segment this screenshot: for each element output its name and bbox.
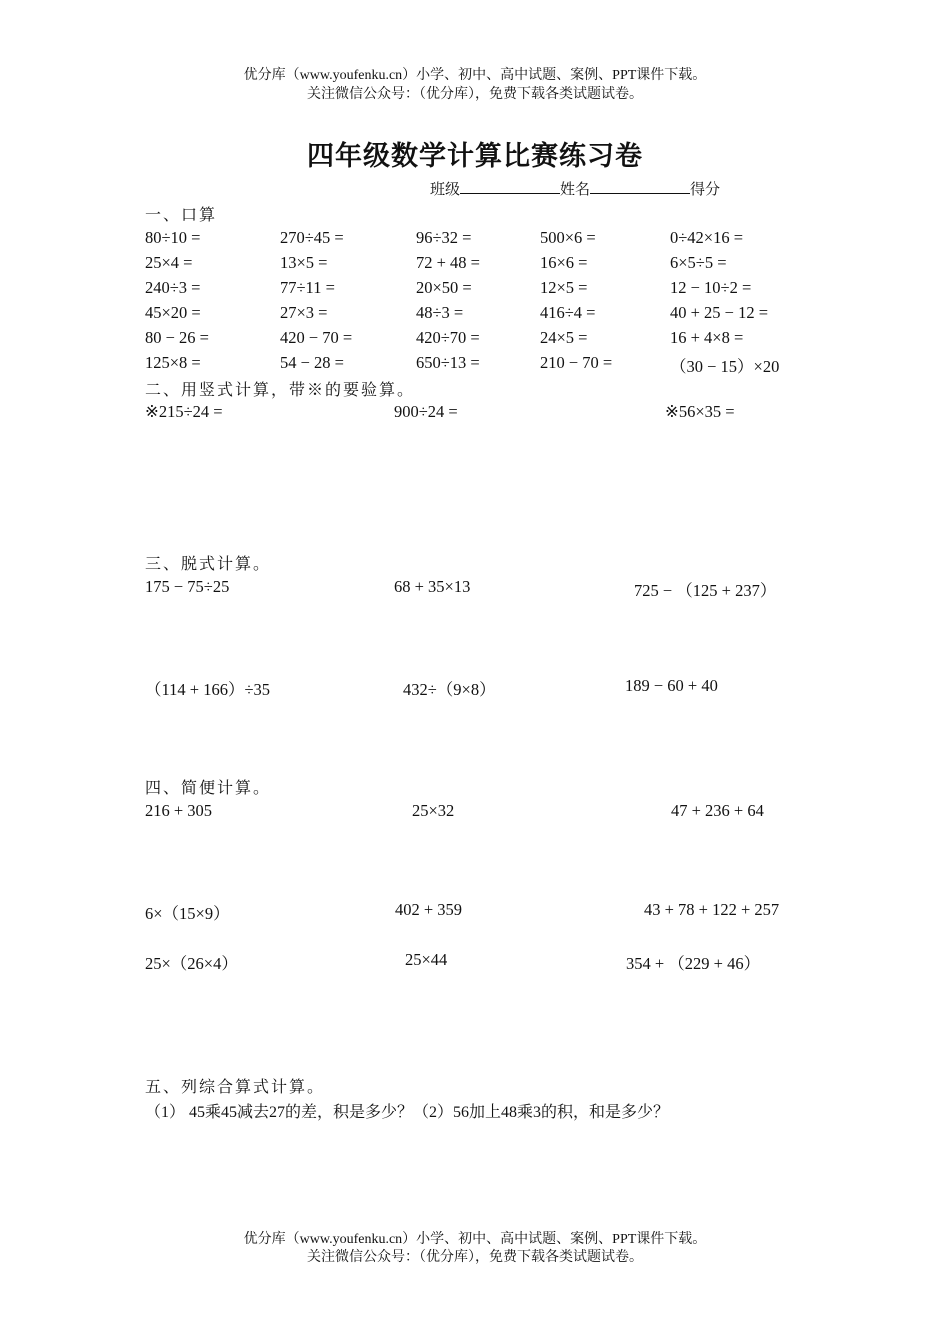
page-title: 四年级数学计算比赛练习卷	[307, 141, 643, 172]
oral-item: 54 − 28 =	[280, 353, 344, 372]
student-info-line	[430, 178, 720, 199]
step-calc-item: 432÷（9×8）	[403, 680, 496, 699]
oral-item: 40 + 25 − 12 =	[670, 303, 769, 322]
vertical-calc-item: ※215÷24 =	[145, 402, 223, 421]
step-calc-item: 68 + 35×13	[394, 577, 471, 596]
simple-calc-item: 216 + 305	[145, 801, 213, 820]
oral-item: 6×5÷5 =	[670, 253, 727, 272]
oral-item: 80 − 26 =	[145, 328, 209, 347]
oral-item: 16 + 4×8 =	[670, 328, 744, 347]
oral-item: 96÷32 =	[416, 228, 472, 247]
oral-item: 72 + 48 =	[416, 253, 480, 272]
oral-item: 20×50 =	[416, 278, 472, 297]
footer-line-2: 关注微信公众号：（优分库），免费下载各类试题试卷。	[307, 1250, 643, 1265]
step-calc-item: 175 − 75÷25	[145, 577, 230, 596]
oral-item: 24×5 =	[540, 328, 588, 347]
oral-item: 16×6 =	[540, 253, 588, 272]
simple-calc-item: 25×32	[412, 801, 455, 820]
vertical-calc-item: 900÷24 =	[394, 402, 458, 421]
oral-item: 45×20 =	[145, 303, 201, 322]
oral-item: 13×5 =	[280, 253, 328, 272]
oral-item: 420÷70 =	[416, 328, 480, 347]
header-line-2: 关注微信公众号：（优分库），免费下载各类试题试卷。	[307, 87, 643, 102]
simple-calc-item: 47 + 236 + 64	[671, 801, 764, 820]
oral-item: 416÷4 =	[540, 303, 596, 322]
oral-item: 125×8 =	[145, 353, 201, 372]
section-1-heading: 一、口算	[145, 205, 218, 224]
oral-item: 0÷42×16 =	[670, 228, 744, 247]
oral-item: 12×5 =	[540, 278, 588, 297]
oral-item: （30 − 15）×20	[670, 357, 780, 376]
step-calc-item: 725 − （125 + 237）	[634, 581, 777, 600]
simple-calc-item: 43 + 78 + 122 + 257	[644, 900, 780, 919]
oral-item: 48÷3 =	[416, 303, 464, 322]
header-line-1: 优分库（www.youfenku.cn）小学、初中、高中试题、案例、PPT课件下载。	[243, 68, 707, 83]
name-blank	[590, 179, 690, 194]
oral-item: 420 − 70 =	[280, 328, 353, 347]
oral-item: 12 − 10÷2 =	[670, 278, 752, 297]
oral-item: 77÷11 =	[280, 278, 335, 297]
oral-item: 210 − 70 =	[540, 353, 613, 372]
class-blank	[460, 179, 560, 194]
section-4-heading: 四、简便计算。	[145, 778, 272, 797]
simple-calc-item: 6×（15×9）	[145, 904, 230, 923]
oral-item: 650÷13 =	[416, 353, 480, 372]
class-label: 班级	[430, 182, 461, 198]
oral-item: 240÷3 =	[145, 278, 201, 297]
simple-calc-item: 354 + （229 + 46）	[626, 954, 761, 973]
footer-line-1: 优分库（www.youfenku.cn）小学、初中、高中试题、案例、PPT课件下载。	[243, 1232, 707, 1247]
oral-item: 270÷45 =	[280, 228, 344, 247]
simple-calc-item: 25×44	[405, 950, 448, 969]
step-calc-item: 189 − 60 + 40	[625, 676, 718, 695]
oral-item: 25×4 =	[145, 253, 193, 272]
simple-calc-item: 402 + 359	[395, 900, 463, 919]
section-3-heading: 三、脱式计算。	[145, 554, 272, 573]
score-label: 得分	[690, 182, 721, 198]
section-2-heading: 二、用竖式计算，带※的要验算。	[145, 380, 416, 399]
oral-item: 80÷10 =	[145, 228, 201, 247]
oral-item: 27×3 =	[280, 303, 328, 322]
oral-item: 500×6 =	[540, 228, 596, 247]
name-label: 姓名	[560, 182, 591, 198]
simple-calc-item: 25×（26×4）	[145, 954, 238, 973]
section-5-heading: 五、列综合算式计算。	[145, 1077, 326, 1096]
step-calc-item: （114 + 166）÷35	[145, 680, 270, 699]
word-problem-line: （1） 45乘45减去27的差，积是多少？（2）56加上48乘3的积，和是多少？	[145, 1104, 670, 1121]
vertical-calc-item: ※56×35 =	[665, 402, 735, 421]
